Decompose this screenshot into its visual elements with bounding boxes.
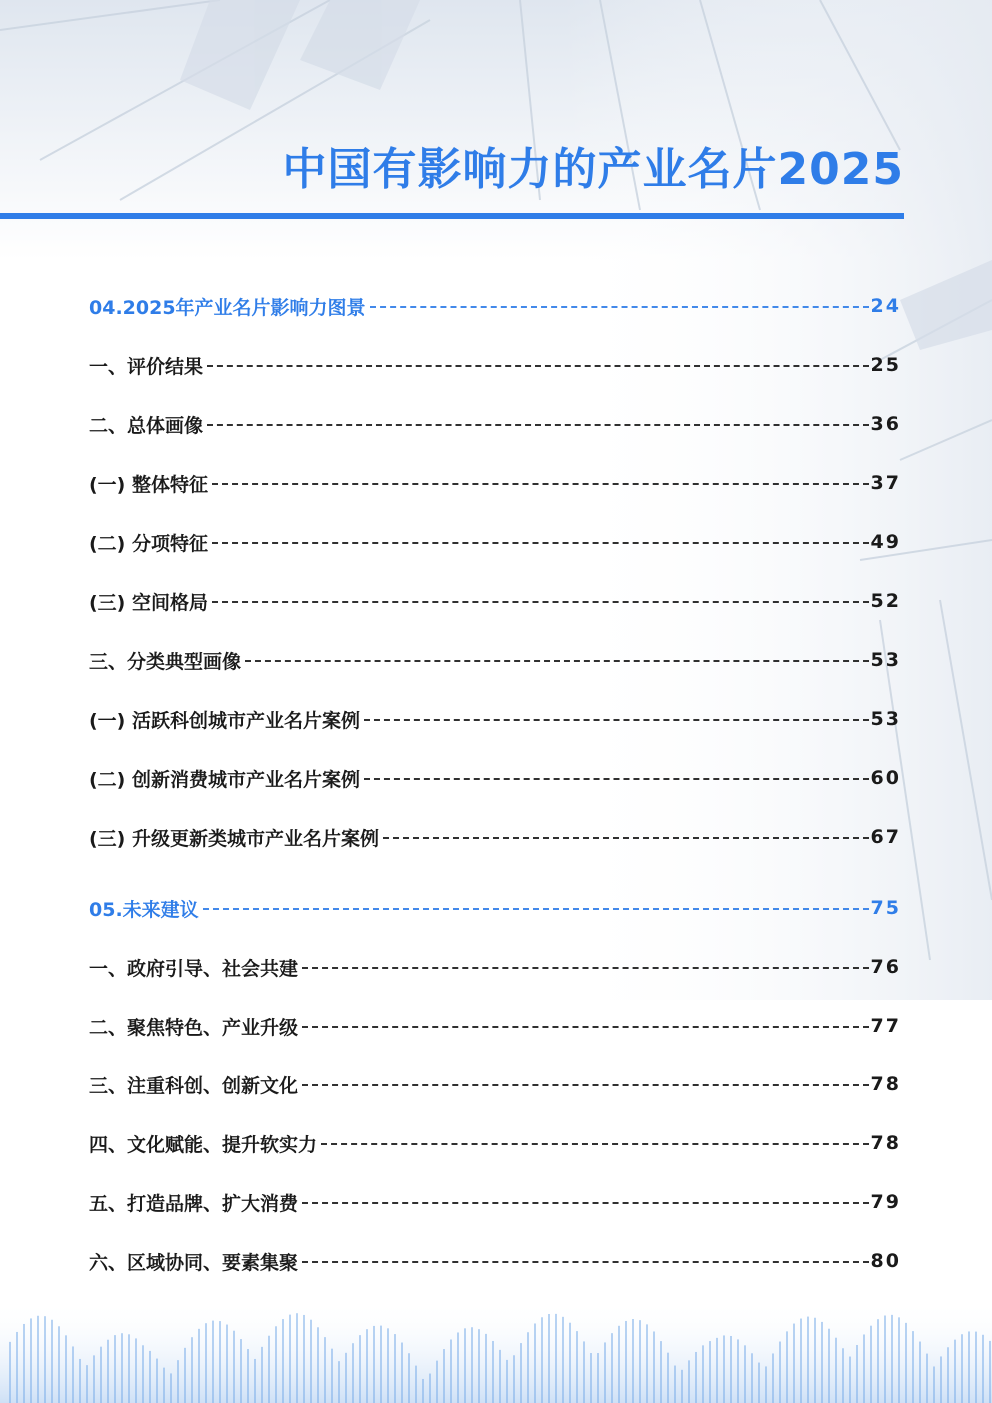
toc-entry-title: 二、总体画像 (89, 414, 204, 437)
dot-leader (370, 306, 869, 308)
toc-entry-title: 一、评价结果 (89, 355, 204, 378)
toc-entry-title: (三) 空间格局 (89, 591, 208, 614)
toc-page-number: 60 (870, 767, 901, 789)
toc-page-number: 80 (870, 1250, 901, 1272)
dot-leader (302, 1202, 869, 1204)
toc-entry[interactable] (89, 524, 901, 560)
toc-entry[interactable] (89, 347, 901, 383)
toc-page-number: 67 (870, 826, 901, 848)
dot-leader (207, 424, 869, 426)
toc-entry-title: (一) 整体特征 (89, 473, 208, 496)
toc-entry-title: (二) 创新消费城市产业名片案例 (89, 768, 360, 791)
toc-entry[interactable] (89, 465, 901, 501)
toc-entry[interactable] (89, 1243, 901, 1279)
toc-entry-title: 05.未来建议 (89, 898, 199, 921)
toc-page-number: 78 (870, 1073, 901, 1095)
toc-entry[interactable] (89, 701, 901, 737)
dot-leader (302, 1261, 869, 1263)
dot-leader (212, 483, 869, 485)
title-underline (0, 213, 904, 219)
toc-entry[interactable] (89, 819, 901, 855)
toc-chapter-entry[interactable] (89, 288, 901, 324)
dot-leader (302, 1084, 869, 1086)
toc-entry[interactable] (89, 406, 901, 442)
toc-page-number: 75 (870, 897, 901, 919)
toc-page-number: 53 (870, 649, 901, 671)
dot-leader (212, 601, 869, 603)
dot-leader (212, 542, 869, 544)
toc-page-number: 49 (870, 531, 901, 553)
toc-entry-title: 04.2025年产业名片影响力图景 (89, 296, 366, 319)
toc-entry-title: (二) 分项特征 (89, 532, 208, 555)
toc-page-number: 36 (870, 413, 901, 435)
toc-page-number: 25 (870, 354, 901, 376)
toc-entry-title: 六、区域协同、要素集聚 (89, 1251, 299, 1274)
toc-entry-title: 三、注重科创、创新文化 (89, 1074, 299, 1097)
toc-page-number: 77 (870, 1015, 901, 1037)
dot-leader (302, 967, 869, 969)
toc-page-number: 37 (870, 472, 901, 494)
toc-page-number: 52 (870, 590, 901, 612)
toc-entry-title: (一) 活跃科创城市产业名片案例 (89, 709, 360, 732)
toc-entry-title: 三、分类典型画像 (89, 650, 242, 673)
toc-page-number: 24 (870, 295, 901, 317)
toc-entry[interactable] (89, 1066, 901, 1102)
document-title: 中国有影响力的产业名片2025 (282, 144, 904, 195)
dot-leader (321, 1143, 869, 1145)
toc-entry[interactable] (89, 642, 901, 678)
dot-leader (207, 365, 869, 367)
toc-entry[interactable] (89, 949, 901, 985)
dot-leader (203, 908, 869, 910)
toc-entry-title: 二、聚焦特色、产业升级 (89, 1016, 299, 1039)
toc-entry-title: (三) 升级更新类城市产业名片案例 (89, 827, 379, 850)
dot-leader (245, 660, 869, 662)
dot-leader (302, 1026, 869, 1028)
toc-entry[interactable] (89, 760, 901, 796)
toc-chapter-entry[interactable] (89, 890, 901, 926)
dot-leader (364, 719, 869, 721)
toc-page-number: 76 (870, 956, 901, 978)
dot-leader (383, 837, 869, 839)
toc-entry[interactable] (89, 1125, 901, 1161)
dot-leader (364, 778, 869, 780)
toc-entry[interactable] (89, 1008, 901, 1044)
toc-page-number: 79 (870, 1191, 901, 1213)
toc-entry-title: 四、文化赋能、提升软实力 (89, 1133, 318, 1156)
toc-entry[interactable] (89, 1184, 901, 1220)
toc-page-number: 78 (870, 1132, 901, 1154)
toc-entry[interactable] (89, 583, 901, 619)
toc-entry-title: 五、打造品牌、扩大消费 (89, 1192, 299, 1215)
toc-page-number: 53 (870, 708, 901, 730)
toc-entry-title: 一、政府引导、社会共建 (89, 957, 299, 980)
